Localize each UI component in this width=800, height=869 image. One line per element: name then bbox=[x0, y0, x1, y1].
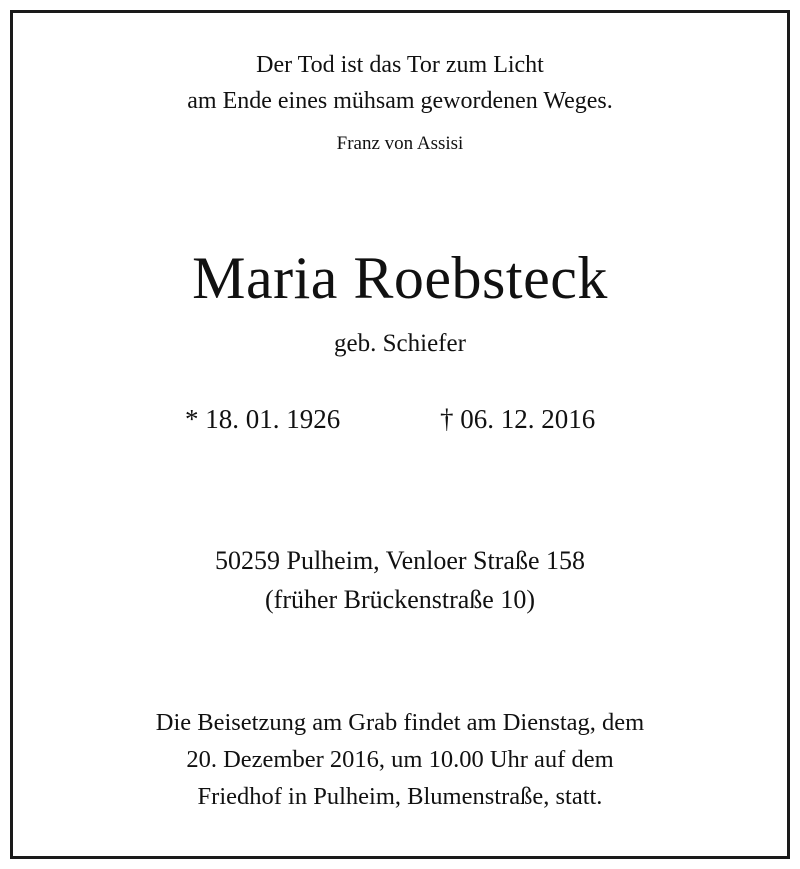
funeral-line-2: 20. Dezember 2016, um 10.00 Uhr auf dem bbox=[186, 746, 614, 773]
address-line-2: (früher Brückenstraße 10) bbox=[265, 585, 535, 614]
funeral-line-1: Die Beisetzung am Grab findet am Dienstag, dem bbox=[155, 709, 645, 736]
maiden-name: geb. Schiefer bbox=[334, 330, 466, 357]
address-line-1: 50259 Pulheim, Venloer Straße 158 bbox=[215, 546, 585, 575]
deceased-name: Maria Roebsteck bbox=[192, 245, 608, 311]
funeral-line-3: Friedhof in Pulheim, Blumenstraße, statt. bbox=[197, 783, 603, 810]
quote-line-1: Der Tod ist das Tor zum Licht bbox=[256, 52, 544, 78]
quote-line-2: am Ende eines mühsam gewordenen Weges. bbox=[187, 88, 613, 114]
quote-author: Franz von Assisi bbox=[336, 133, 464, 154]
birth-date: * 18. 01. 1926 bbox=[185, 404, 341, 434]
death-date: † 06. 12. 2016 bbox=[440, 404, 596, 434]
